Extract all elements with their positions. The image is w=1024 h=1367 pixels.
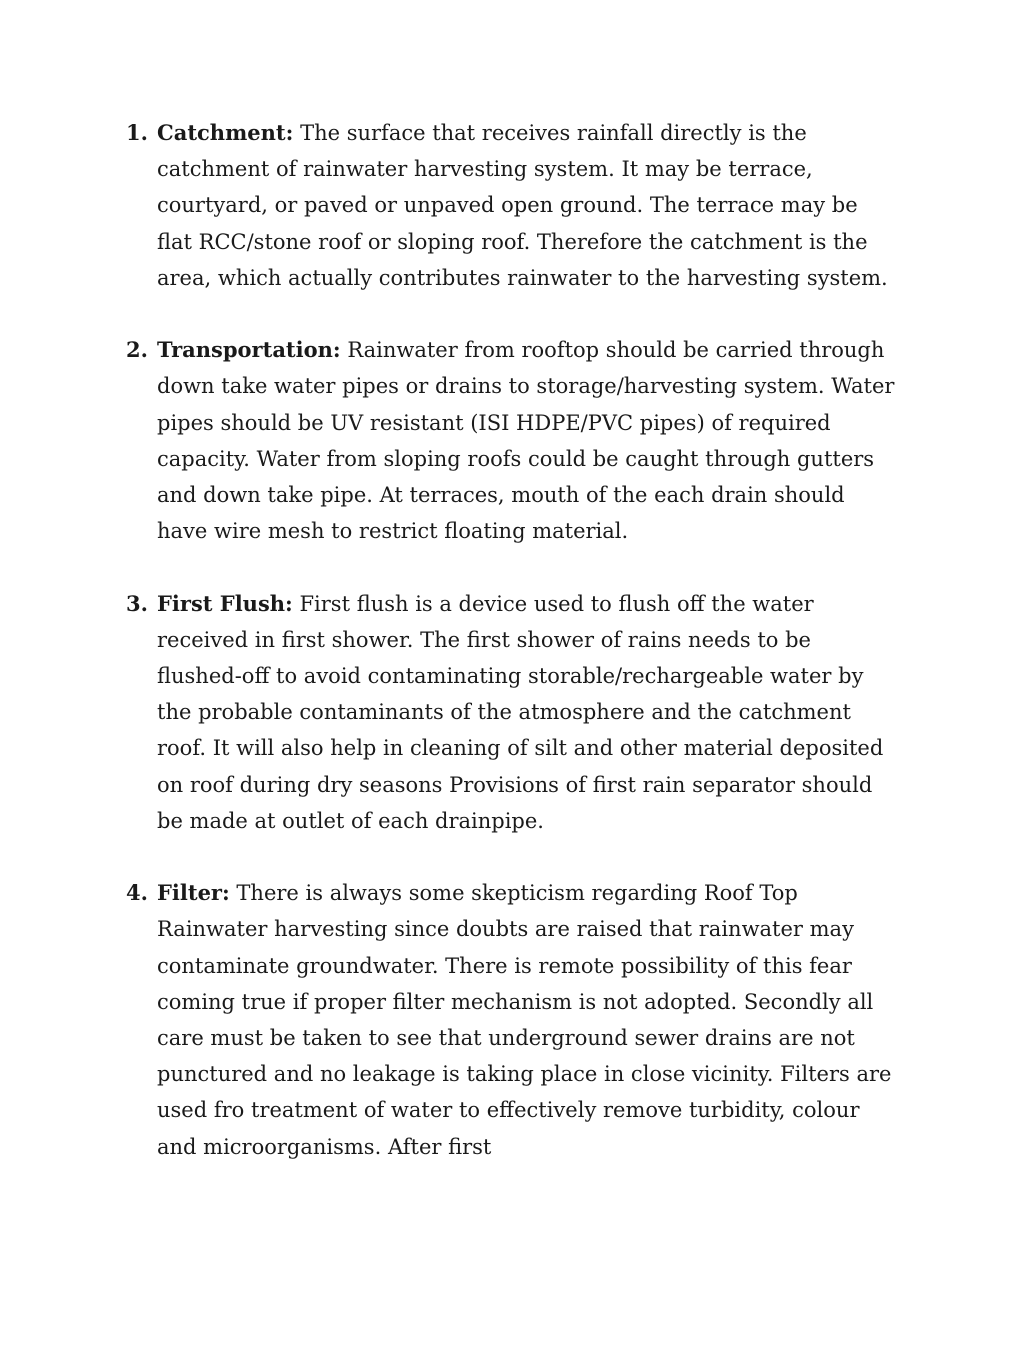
item-term: First Flush: bbox=[157, 590, 293, 616]
item-text: First flush is a device used to flush off the water received in first shower. The first shower of rains needs to be flushed-off to avoid contaminating storable/rechargeable water by the probable contaminants of the atmosphere and the catchment roof. It will also help in cleaning of silt and other material deposited on roof during dry seasons Provisions of first rain separator should be made at outlet of each drainpipe. bbox=[157, 591, 884, 833]
item-text: Rainwater from rooftop should be carried through down take water pipes or drains to storage/harvesting system. Water pipes should be UV resistant (ISI HDPE/PVC pipes) of required capacity. Water from sloping roofs could be caught through gutters and down take pipe. At terraces, mouth of the each drain should have wire mesh to restrict floating material. bbox=[157, 338, 895, 544]
item-term: Catchment: bbox=[157, 120, 294, 145]
item-number: 2. bbox=[126, 337, 148, 363]
list-item-catchment bbox=[126, 115, 896, 296]
item-text: There is always some skepticism regarding Roof Top Rainwater harvesting since doubts are raised that rainwater may contaminate groundwater. There is remote possibility of this fear coming true if proper filter mechanism is not adopted. Secondly all care must be taken to see that underground sewer drains are not punctured and no leakage is taking place in close vicinity. Filters are used fro treatment of water to effectively remove turbidity, colour and microorganisms. After first bbox=[157, 881, 892, 1159]
item-number: 4. bbox=[126, 880, 148, 906]
list-item-first-flush bbox=[126, 586, 896, 839]
item-term: Transportation: bbox=[157, 337, 341, 363]
list-item-filter bbox=[126, 875, 896, 1165]
item-number: 3. bbox=[126, 590, 148, 616]
item-text: The surface that receives rainfall directly is the catchment of rainwater harvesting system. It may be terrace, courtyard, or paved or unpaved open ground. The terrace may be flat RCC/stone roof or sloping roof. Therefore the catchment is the area, which actually contributes rainwater to the harvesting system. bbox=[157, 121, 888, 290]
list-item-transportation bbox=[126, 332, 896, 549]
item-number: 1. bbox=[126, 120, 148, 145]
item-term: Filter: bbox=[157, 880, 230, 906]
numbered-list bbox=[126, 115, 896, 1201]
